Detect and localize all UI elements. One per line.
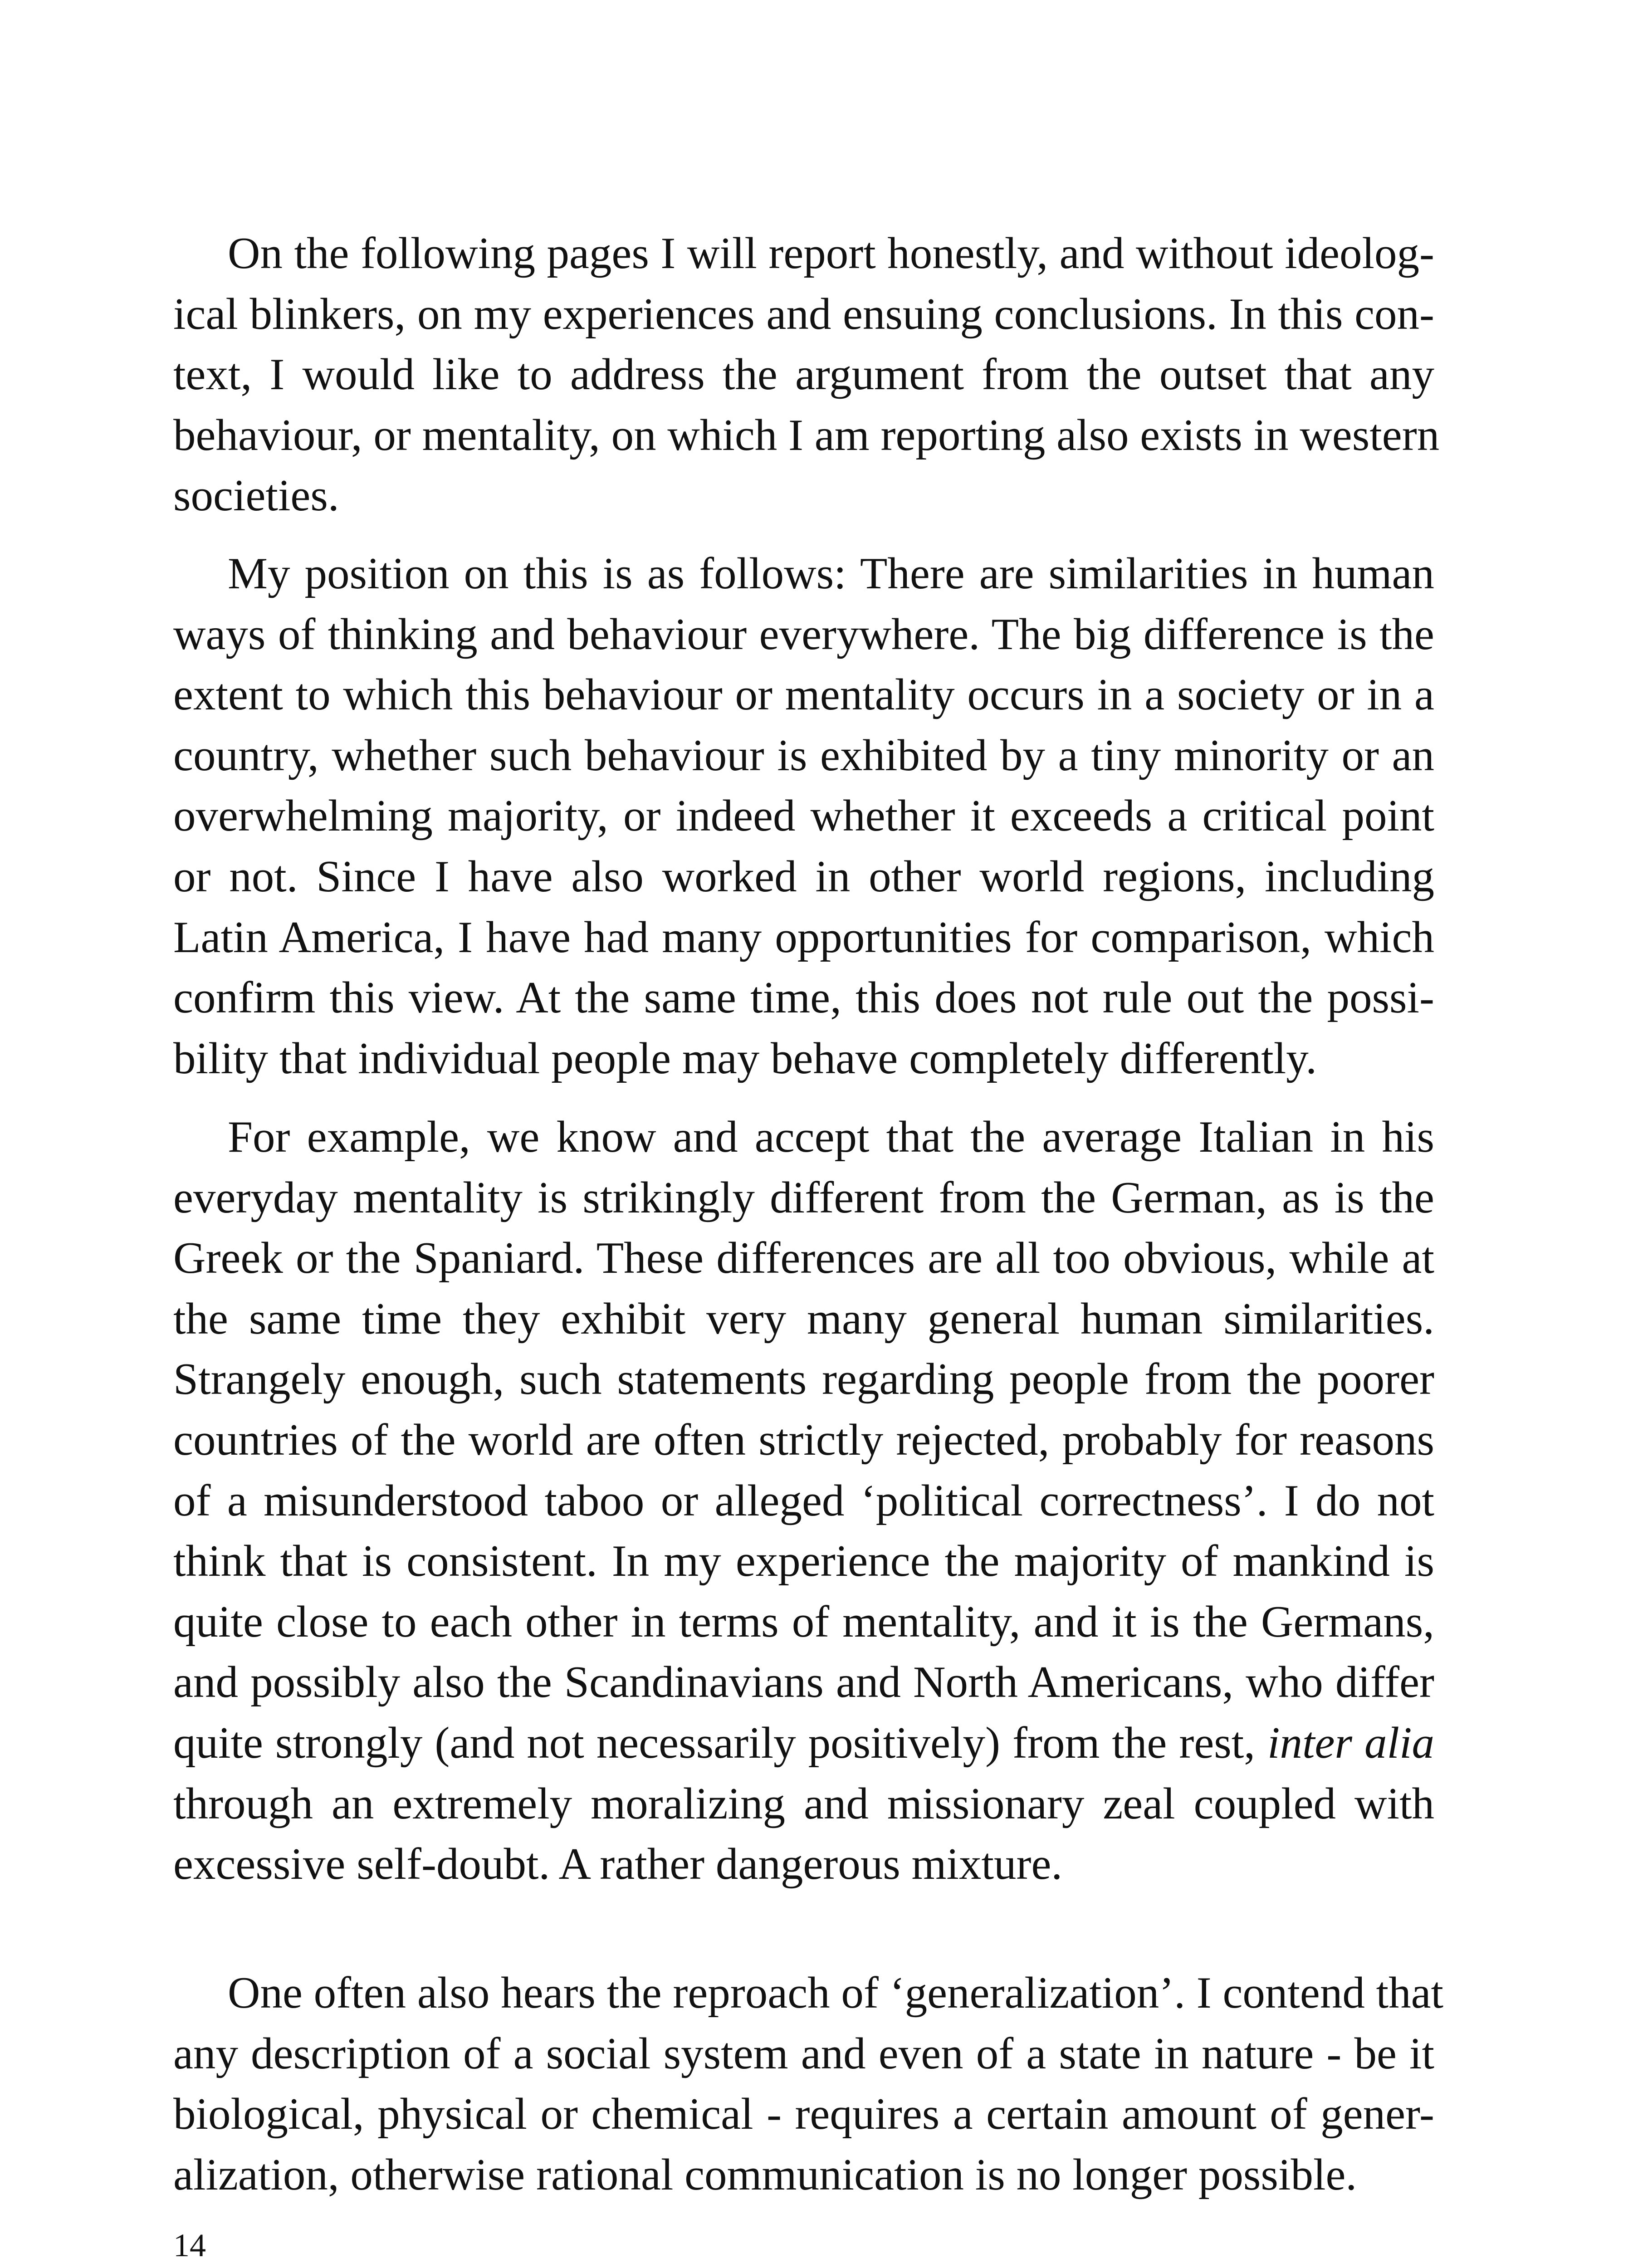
paragraph-line: biological, physical or chemical - requires a certain amount of gener- xyxy=(173,2089,1434,2139)
paragraph-line: Strangely enough, such statements regarding people from the poorer xyxy=(173,1354,1434,1404)
paragraph-line: any description of a social system and even of a state in nature - be it xyxy=(173,2028,1434,2078)
paragraph-line: of a misunderstood taboo or alleged ‘political correctness’. I do not xyxy=(173,1476,1434,1525)
paragraph-line: countries of the world are often strictly rejected, probably for reasons xyxy=(173,1415,1434,1465)
paragraph-line: think that is consistent. In my experience the majority of mankind is xyxy=(173,1536,1434,1586)
paragraph-line: alization, otherwise rational communication is no longer possible. xyxy=(173,2150,1357,2200)
paragraph-line: and possibly also the Scandinavians and North Americans, who differ xyxy=(173,1657,1434,1707)
paragraph-3 xyxy=(173,1107,1434,1895)
paragraph-line: My position on this is as follows: There are similarities in human xyxy=(228,549,1434,598)
paragraph-line: For example, we know and accept that the average Italian in his xyxy=(228,1112,1434,1162)
paragraph-line: through an extremely moralizing and missionary zeal coupled with xyxy=(173,1779,1434,1828)
paragraph-line: confirm this view. At the same time, this does not rule out the possi- xyxy=(173,973,1434,1023)
paragraph-line: excessive self-doubt. A rather dangerous mixture. xyxy=(173,1839,1063,1889)
paragraph-line: the same time they exhibit very many general human similarities. xyxy=(173,1294,1434,1344)
paragraph-1 xyxy=(173,223,1440,526)
paragraph-line: text, I would like to address the argument from the outset that any xyxy=(173,350,1434,400)
paragraph-line: societies. xyxy=(173,471,339,521)
paragraph-line: everyday mentality is strikingly different from the German, as is the xyxy=(173,1173,1434,1222)
paragraph-line: extent to which this behaviour or mentality occurs in a society or in a xyxy=(173,670,1434,720)
paragraph-line: overwhelming majority, or indeed whether it exceeds a critical point xyxy=(173,791,1434,841)
paragraph-line: bility that individual people may behave completely differently. xyxy=(173,1033,1317,1083)
paragraph-line: Greek or the Spaniard. These differences are all too obvious, while at xyxy=(173,1233,1434,1283)
paragraph-line: One often also hears the reproach of ‘generalization’. I contend that xyxy=(228,1968,1444,2018)
paragraph-line: quite close to each other in terms of mentality, and it is the Germans, xyxy=(173,1597,1434,1647)
paragraph-line: country, whether such behaviour is exhibited by a tiny minority or an xyxy=(173,730,1434,780)
paragraph-line: Latin America, I have had many opportunities for comparison, which xyxy=(173,912,1434,962)
italic-phrase: inter alia xyxy=(1267,1718,1435,1768)
page-number: 14 xyxy=(173,2227,206,2263)
paragraph-line-with-italic xyxy=(173,1713,1434,1774)
paragraph-line: behaviour, or mentality, on which I am reporting also exists in western xyxy=(173,410,1440,460)
paragraph-2 xyxy=(173,543,1434,1089)
paragraph-4 xyxy=(173,1963,1444,2205)
paragraph-line: ways of thinking and behaviour everywhere. The big difference is the xyxy=(173,609,1434,659)
paragraph-line: On the following pages I will report honestly, and without ideolog- xyxy=(228,229,1434,278)
paragraph-line: or not. Since I have also worked in other world regions, including xyxy=(173,851,1434,901)
paragraph-line: ical blinkers, on my experiences and ensuing conclusions. In this con- xyxy=(173,289,1434,339)
line-text: quite strongly (and not necessarily positively) from the rest, xyxy=(173,1718,1268,1768)
